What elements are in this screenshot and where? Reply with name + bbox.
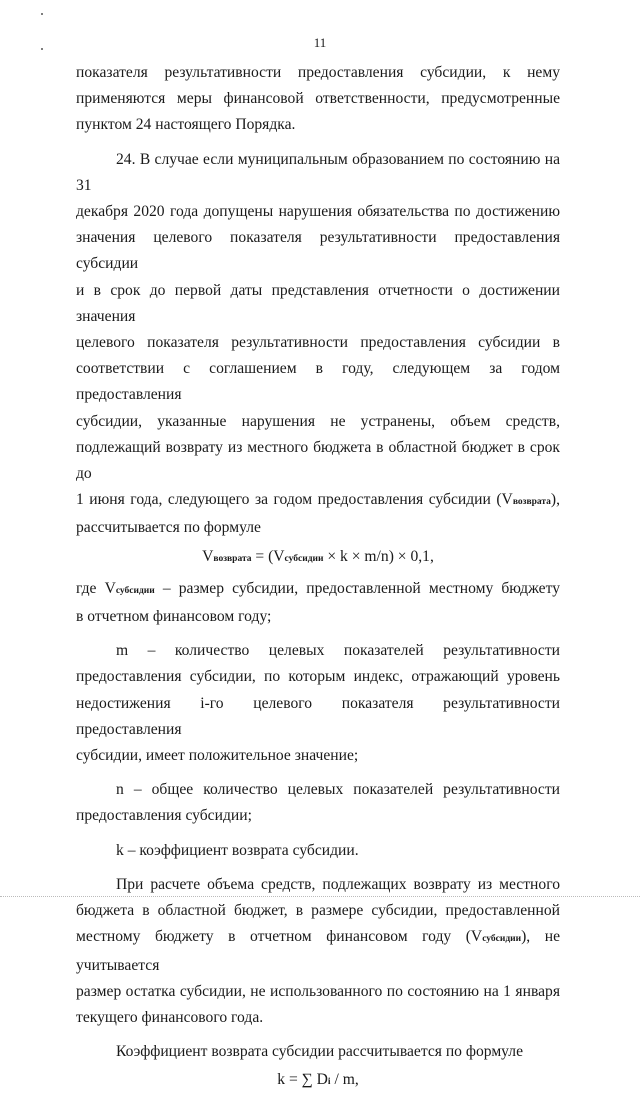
text-line: декабря 2020 года допущены нарушения обязательства по достижению [76,203,560,221]
subscript: субсидии [284,553,324,564]
text-fragment: ), [550,491,560,509]
text-line: текущего финансового года. [76,1008,264,1026]
text-line: m – количество целевых показателей результативности [116,642,560,660]
subscript: субсидии [115,585,155,596]
text-line: значения целевого показателя результативности предоставления субсидии [76,229,560,273]
text-line: показателя результативности предоставления субсидии, к нему [76,64,560,81]
text-fragment: ), не учитывается [76,928,560,974]
text-fragment: местному бюджету в отчетном финансовом году (V [76,928,483,946]
text-fragment: 1 июня года, следующего за годом предоставления субсидии (V [76,491,513,509]
text-line: предоставления субсидии, по которым индекс, отражающий уровень [76,668,560,686]
definition-k [76,838,560,864]
formula-part: / m, [330,1071,359,1089]
text-line: недостижения i-го целевого показателя результативности предоставления [76,694,560,738]
text-line [76,487,560,515]
text-line: предоставления субсидии; [76,807,252,825]
subscript: i [327,1077,331,1088]
text-line: рассчитывается по формуле [76,519,261,537]
scan-edge-artifact [0,896,640,899]
formula-part: k = ∑ D [277,1071,328,1089]
text-line: Коэффициент возврата субсидии рассчитывается по формуле [116,1043,523,1061]
formula-part: = (V [251,547,285,565]
paragraph-24 [76,147,560,542]
formula-coefficient [76,1067,560,1095]
subscript: возврата [512,497,551,508]
formula-part: × k × m/n) × 0,1, [323,547,434,565]
definition-v-subsidy [76,576,560,630]
paragraph-intro [76,60,560,139]
text-line: размер остатка субсидии, не использованного по состоянию на 1 января [76,982,560,1000]
text-line: соответствии с соглашением в году, следующем за годом предоставления [76,360,560,404]
text-line: и в срок до первой даты представления отчетности о достижении значения [76,281,560,325]
text-fragment: – размер субсидии, предоставленной местному бюджету [154,579,560,597]
formula-part: V [202,547,214,565]
definition-m [76,638,560,769]
text-line: пунктом 24 настоящего Порядка. [76,116,296,134]
text-fragment: где V [76,579,116,597]
definition-n [76,777,560,829]
text-line: целевого показателя результативности предоставления субсидии в [76,334,560,352]
scan-speck [41,13,43,15]
text-line [76,924,560,978]
paragraph-coefficient [76,1039,560,1065]
text-line: применяются меры финансовой ответственности, предусмотренные [76,90,560,108]
text-line: субсидии, имеет положительное значение; [76,747,359,765]
text-line: бюджета в областной бюджет, в размере субсидии, предоставленной [76,902,560,920]
page-number: 11 [313,35,327,50]
text-line: 24. В случае если муниципальным образованием по состоянию на 31 [76,150,560,194]
text-line: n – общее количество целевых показателей результативности [116,781,560,799]
formula-return-volume [76,544,560,572]
subscript: возврата [213,553,252,564]
subscript: субсидии [482,934,522,945]
text-line: При расчете объема средств, подлежащих возврату из местного [116,875,560,893]
text-line: субсидии, указанные нарушения не устранены, объем средств, [76,412,560,430]
text-line [76,576,560,604]
document-body [76,60,560,1100]
text-line: в отчетном финансовом году; [76,608,272,626]
text-line: подлежащий возврату из местного бюджета в областной бюджет в срок до [76,438,560,483]
text-line: k – коэффициент возврата субсидии. [116,841,359,859]
